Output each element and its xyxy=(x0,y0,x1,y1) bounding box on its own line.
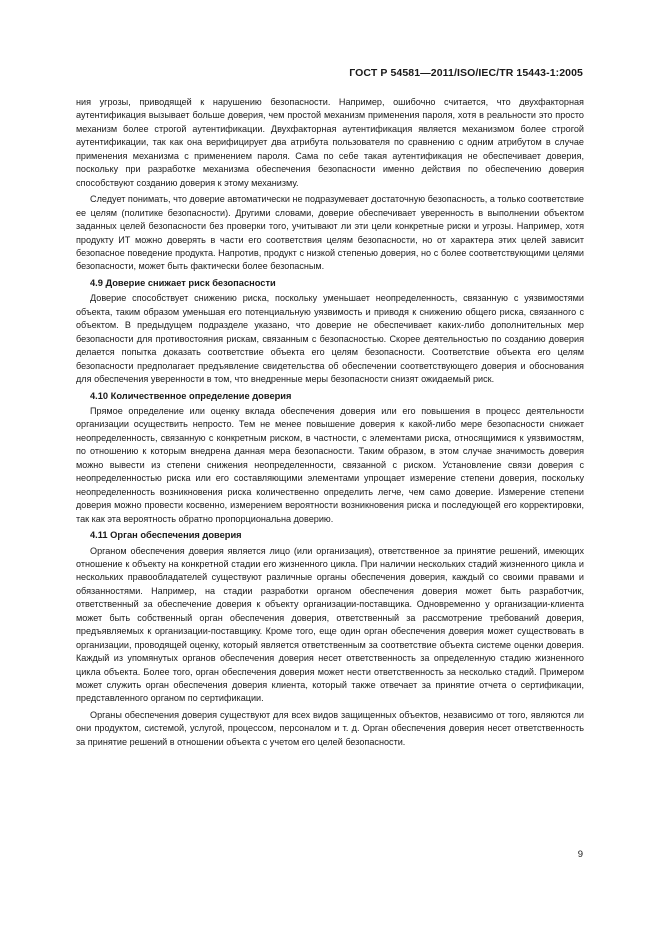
section-heading: 4.11 Орган обеспечения доверия xyxy=(90,530,242,541)
section-heading: 4.9 Доверие снижает риск безопасности xyxy=(90,277,276,288)
document-body xyxy=(76,96,584,749)
page-number: 9 xyxy=(577,849,583,860)
body-paragraph: Органы обеспечения доверия существуют для всех видов защищенных объектов, независимо от того, являются ли они продуктом, системой, услугой, процессом, персоналом и т. д. Орган обеспечения доверия несет ответственность за принятие решений в отношении объекта с учетом его целей безопасности. xyxy=(76,709,584,747)
body-paragraph: Прямое определение или оценку вклада обеспечения доверия или его повышения в процесс деятельности организации осуществить непросто. Тем не менее повышение доверия к какой-либо мере безопасности снижает неопределенность, связанную с конкретным риском, в частности, с элементами риска, относящимися к уязвимостям, по отношению к которым внедрена данная мера безопасности. Таким образом, в этом случае значимость доверия можно вывести из степени снижения неопределенности, связанной с риском. Установление связи доверия с неопределенностью риска или его составляющими элементами упрощает измерение степени доверия, поскольку неопределенность возникновения риска количественно определить легче, чем само доверие. Измерение степени доверия можно провести косвенно, измерением вероятности возникновения риска и последующей его корректировки, так как эта вероятность обратно пропорциональна доверию. xyxy=(76,405,584,524)
standard-header: ГОСТ Р 54581—2011/ISO/IEC/TR 15443-1:2005 xyxy=(349,67,583,79)
body-paragraph: ния угрозы, приводящей к нарушению безопасности. Например, ошибочно считается, что двухфакторная аутентификация вызывает больше доверия, чем простой механизм применения пароля, хотя в реальности это просто механизм более строгой аутентификации. Двухфакторная аутентификация является механизмом более строгой аутентификации, так как она верифицирует два атрибута пользователя по сравнению с одним атрибутом в случае применения механизма с применением пароля. Сама по себе такая аутентификация не обеспечивает доверия, поскольку при разработке механизма обеспечения безопасности именно действия по обеспечению доверия способствуют созданию доверия к этому механизму. xyxy=(76,97,584,188)
body-paragraph: Следует понимать, что доверие автоматически не подразумевает достаточную безопасность, а только соответствие ее целям (политике безопасности). Другими словами, доверие обеспечивает уверенность в выполнении объектом заданных целей безопасности без проверки того, учитывают ли эти цели конкретные риски и угрозы. Например, хотя продукту ИТ можно доверять в части его соответствия целям безопасности, но от характера этих целей зависит безопасное поведение продукта. Напротив, продукт с низкой степенью доверия, но с более соответствующими целями безопасности, может быть фактически более безопасным. xyxy=(76,194,584,272)
body-paragraph: Доверие способствует снижению риска, поскольку уменьшает неопределенность, связанную с уязвимостями объекта, таким образом уменьшая его потенциальную уязвимость и приводя к снижению общего риска, связанного с объектом. В предыдущем подразделе указано, что доверие не обеспечивает каких-либо дополнительных мер безопасности для противостояния рискам, связанным с безопасностью. Скорее деятельностью по созданию доверия делается попытка доказать соответствие объекта его целям безопасности. Соответствие объекта его целям безопасности предполагает предъявление свидетельства об обеспечении соответствующего доверия и обоснования для обеспечения уверенности в том, что внедренные меры безопасности снизят ожидаемый риск. xyxy=(76,293,584,385)
body-paragraph: Органом обеспечения доверия является лицо (или организация), ответственное за принятие решений, имеющих отношение к объекту на конкретной стадии его жизненного цикла. При наличии нескольких стадий жизненного цикла и нескольких правообладателей существуют различные органы обеспечения доверия, каждый со своими правами и обязанностями. Например, на стадии разработки органом обеспечения доверия может быть разработчик, ответственный за обеспечение доверия к объекту организации-поставщика. Одновременно у организации-клиента может быть собственный орган обеспечения доверия, ответственный за рассмотрение требований доверия, предъявляемых к организации-поставщику. Кроме того, еще один орган обеспечения доверия может существовать в организации, проводящей оценку, который является ответственным за соответствие объекта системе оценки доверия. Каждый из упомянутых органов обеспечения доверия несет ответственность за определенную стадию жизненного цикла объекта. Более того, орган обеспечения доверия может нести ответственность за несколько стадий. Примером может служить орган обеспечения доверия клиента, который также отвечает за принятие отчета о сертификации, представленного органом по сертификации. xyxy=(76,545,584,704)
section-heading: 4.10 Количественное определение доверия xyxy=(90,390,292,401)
